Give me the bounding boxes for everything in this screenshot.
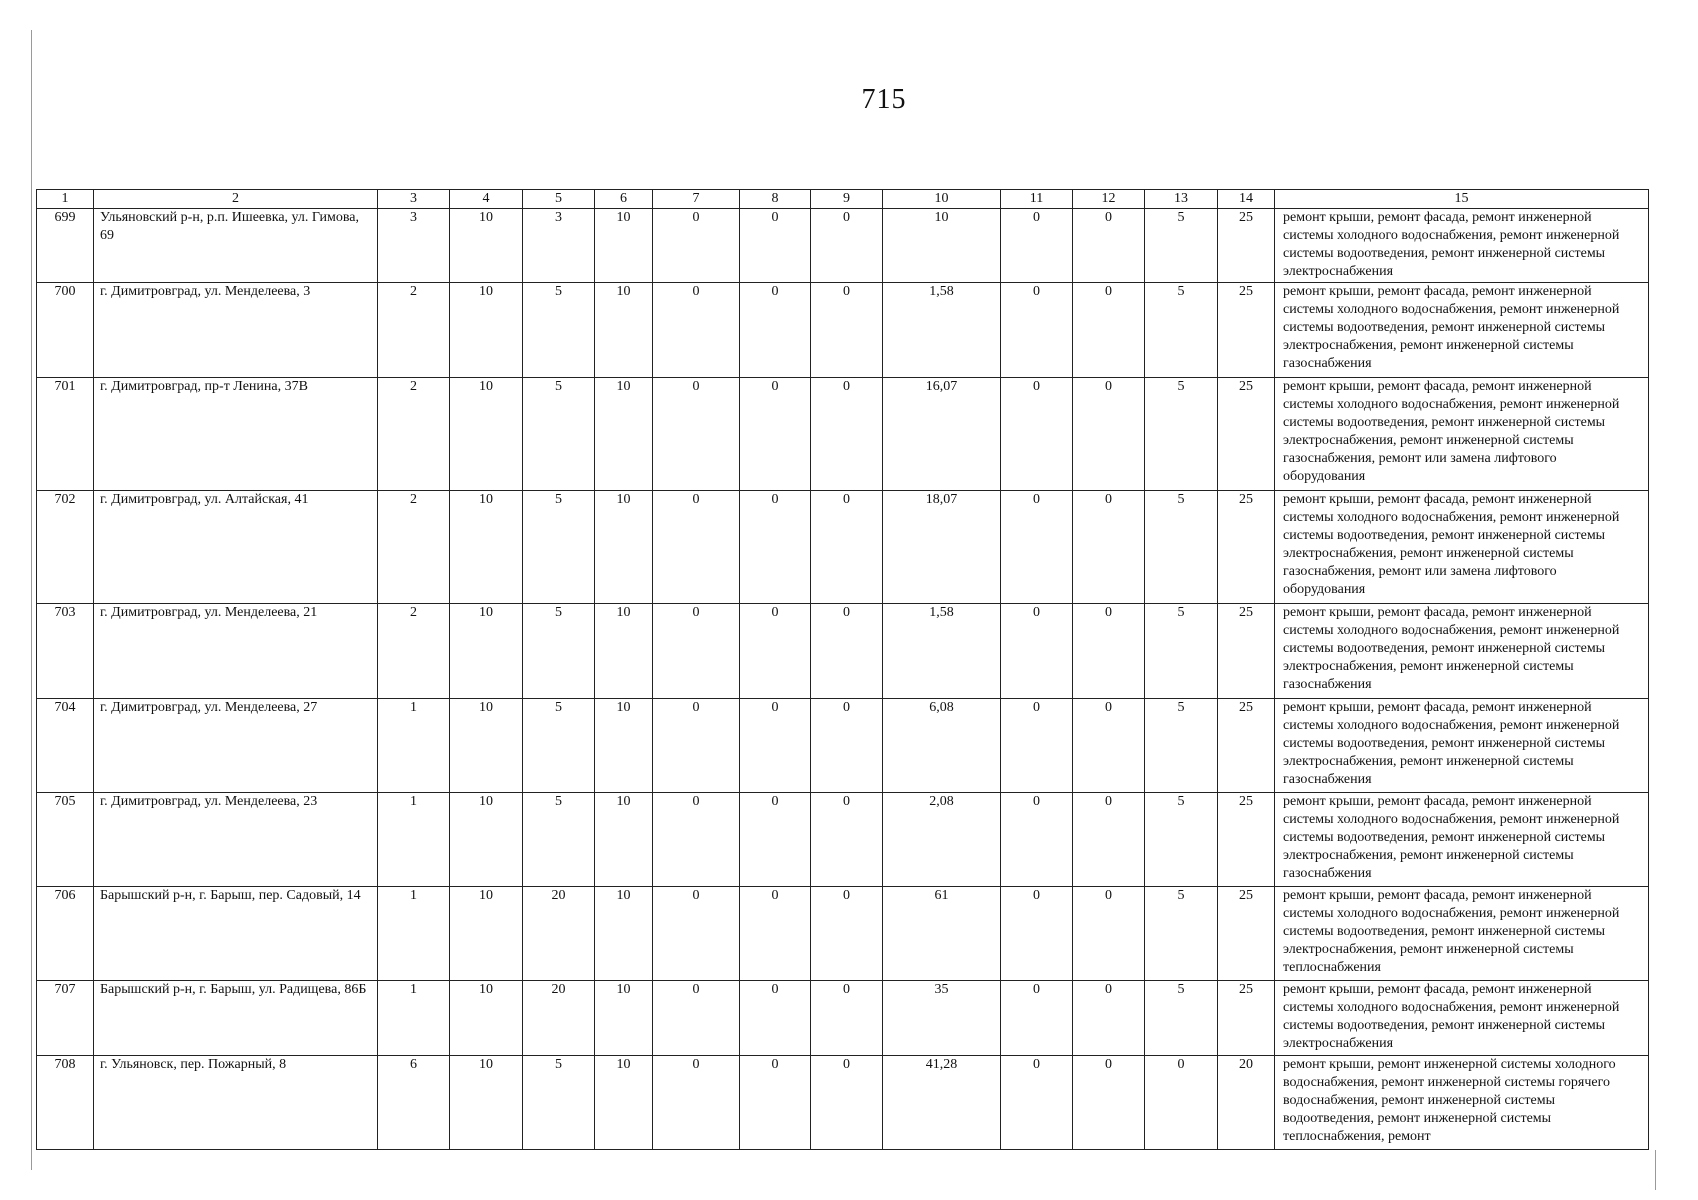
row-number-cell: 699 <box>37 209 94 283</box>
col-8-cell: 0 <box>740 604 811 699</box>
col-8-cell: 0 <box>740 887 811 981</box>
col-9-cell: 0 <box>811 981 883 1056</box>
col-6-cell: 10 <box>595 793 653 887</box>
col-3-cell: 6 <box>378 1056 450 1150</box>
col-11-cell: 0 <box>1001 491 1073 604</box>
table-row <box>37 491 1649 604</box>
col-3-cell: 1 <box>378 793 450 887</box>
col-14-cell: 25 <box>1218 793 1275 887</box>
col-9-cell: 0 <box>811 378 883 491</box>
col-7-cell: 0 <box>653 491 740 604</box>
col-6-cell: 10 <box>595 283 653 378</box>
col-12-cell: 0 <box>1073 699 1145 793</box>
col-7-cell: 0 <box>653 699 740 793</box>
address-cell: г. Димитровград, пр-т Ленина, 37В <box>94 378 378 491</box>
table-row <box>37 887 1649 981</box>
col-9-cell: 0 <box>811 1056 883 1150</box>
address-cell: г. Димитровград, ул. Алтайская, 41 <box>94 491 378 604</box>
col-6-cell: 10 <box>595 604 653 699</box>
col-4-cell: 10 <box>450 981 523 1056</box>
col-6-cell: 10 <box>595 981 653 1056</box>
col-9-cell: 0 <box>811 604 883 699</box>
column-number-row <box>37 190 1649 209</box>
col-12-cell: 0 <box>1073 378 1145 491</box>
table-row <box>37 604 1649 699</box>
address-cell: г. Димитровград, ул. Менделеева, 21 <box>94 604 378 699</box>
col-7-cell: 0 <box>653 793 740 887</box>
col-11-cell: 0 <box>1001 209 1073 283</box>
col-3-cell: 1 <box>378 887 450 981</box>
table-row <box>37 283 1649 378</box>
page-number: 715 <box>861 84 907 115</box>
header-cell: 7 <box>653 190 740 209</box>
row-number-cell: 700 <box>37 283 94 378</box>
col-8-cell: 0 <box>740 378 811 491</box>
col-14-cell: 25 <box>1218 283 1275 378</box>
address-cell: г. Димитровград, ул. Менделеева, 23 <box>94 793 378 887</box>
col-4-cell: 10 <box>450 699 523 793</box>
col-5-cell: 20 <box>523 887 595 981</box>
col-4-cell: 10 <box>450 491 523 604</box>
col-7-cell: 0 <box>653 378 740 491</box>
header-cell: 6 <box>595 190 653 209</box>
col-7-cell: 0 <box>653 1056 740 1150</box>
header-cell: 3 <box>378 190 450 209</box>
col-11-cell: 0 <box>1001 793 1073 887</box>
col-5-cell: 5 <box>523 378 595 491</box>
col-13-cell: 0 <box>1145 1056 1218 1150</box>
row-number-cell: 705 <box>37 793 94 887</box>
col-5-cell: 5 <box>523 1056 595 1150</box>
col-5-cell: 20 <box>523 981 595 1056</box>
row-number-cell: 703 <box>37 604 94 699</box>
row-number-cell: 701 <box>37 378 94 491</box>
col-3-cell: 1 <box>378 981 450 1056</box>
address-cell: Барышский р-н, г. Барыш, ул. Радищева, 86Б <box>94 981 378 1056</box>
col-8-cell: 0 <box>740 491 811 604</box>
table-row <box>37 981 1649 1056</box>
col-10-cell: 1,58 <box>883 604 1001 699</box>
col-8-cell: 0 <box>740 283 811 378</box>
col-5-cell: 3 <box>523 209 595 283</box>
col-12-cell: 0 <box>1073 887 1145 981</box>
header-cell: 9 <box>811 190 883 209</box>
col-7-cell: 0 <box>653 209 740 283</box>
col-10-cell: 41,28 <box>883 1056 1001 1150</box>
col-13-cell: 5 <box>1145 378 1218 491</box>
table-row <box>37 1056 1649 1150</box>
col-10-cell: 2,08 <box>883 793 1001 887</box>
col-8-cell: 0 <box>740 209 811 283</box>
work-list-cell: ремонт крыши, ремонт фасада, ремонт инженерной системы холодного водоснабжения, ремонт инженерной системы водоотведения, ремонт инженерной системы электроснабжения <box>1275 209 1649 283</box>
col-5-cell: 5 <box>523 793 595 887</box>
col-14-cell: 25 <box>1218 209 1275 283</box>
col-14-cell: 25 <box>1218 981 1275 1056</box>
col-13-cell: 5 <box>1145 699 1218 793</box>
work-list-cell: ремонт крыши, ремонт фасада, ремонт инженерной системы холодного водоснабжения, ремонт инженерной системы водоотведения, ремонт инженерной системы электроснабжения, ремонт инженерной системы газоснабжения <box>1275 699 1649 793</box>
col-12-cell: 0 <box>1073 604 1145 699</box>
col-6-cell: 10 <box>595 491 653 604</box>
col-5-cell: 5 <box>523 283 595 378</box>
col-8-cell: 0 <box>740 981 811 1056</box>
col-9-cell: 0 <box>811 209 883 283</box>
col-3-cell: 2 <box>378 283 450 378</box>
col-9-cell: 0 <box>811 283 883 378</box>
col-6-cell: 10 <box>595 887 653 981</box>
work-list-cell: ремонт крыши, ремонт фасада, ремонт инженерной системы холодного водоснабжения, ремонт инженерной системы водоотведения, ремонт инженерной системы электроснабжения, ремонт инженерной системы газоснабжения <box>1275 604 1649 699</box>
col-10-cell: 61 <box>883 887 1001 981</box>
table-row <box>37 378 1649 491</box>
col-12-cell: 0 <box>1073 981 1145 1056</box>
work-list-cell: ремонт крыши, ремонт фасада, ремонт инженерной системы холодного водоснабжения, ремонт инженерной системы водоотведения, ремонт инженерной системы электроснабжения, ремонт инженерной системы газоснабжения, ремонт или замена лифтового оборудования <box>1275 378 1649 491</box>
row-number-cell: 702 <box>37 491 94 604</box>
data-table <box>36 189 1649 1150</box>
col-11-cell: 0 <box>1001 699 1073 793</box>
row-number-cell: 707 <box>37 981 94 1056</box>
col-8-cell: 0 <box>740 699 811 793</box>
col-10-cell: 16,07 <box>883 378 1001 491</box>
row-number-cell: 706 <box>37 887 94 981</box>
col-13-cell: 5 <box>1145 209 1218 283</box>
header-cell: 5 <box>523 190 595 209</box>
col-4-cell: 10 <box>450 209 523 283</box>
col-7-cell: 0 <box>653 283 740 378</box>
col-11-cell: 0 <box>1001 887 1073 981</box>
table-row <box>37 699 1649 793</box>
header-cell: 11 <box>1001 190 1073 209</box>
col-6-cell: 10 <box>595 1056 653 1150</box>
col-11-cell: 0 <box>1001 378 1073 491</box>
col-9-cell: 0 <box>811 793 883 887</box>
col-10-cell: 1,58 <box>883 283 1001 378</box>
col-14-cell: 25 <box>1218 491 1275 604</box>
col-8-cell: 0 <box>740 793 811 887</box>
work-list-cell: ремонт крыши, ремонт фасада, ремонт инженерной системы холодного водоснабжения, ремонт инженерной системы водоотведения, ремонт инженерной системы электроснабжения <box>1275 981 1649 1056</box>
col-12-cell: 0 <box>1073 209 1145 283</box>
address-cell: г. Ульяновск, пер. Пожарный, 8 <box>94 1056 378 1150</box>
col-14-cell: 25 <box>1218 604 1275 699</box>
work-list-cell: ремонт крыши, ремонт фасада, ремонт инженерной системы холодного водоснабжения, ремонт инженерной системы водоотведения, ремонт инженерной системы электроснабжения, ремонт инженерной системы газоснабжения, ремонт или замена лифтового оборудования <box>1275 491 1649 604</box>
col-6-cell: 10 <box>595 699 653 793</box>
col-7-cell: 0 <box>653 981 740 1056</box>
col-5-cell: 5 <box>523 699 595 793</box>
row-number-cell: 704 <box>37 699 94 793</box>
col-9-cell: 0 <box>811 699 883 793</box>
col-4-cell: 10 <box>450 378 523 491</box>
col-12-cell: 0 <box>1073 491 1145 604</box>
header-cell: 14 <box>1218 190 1275 209</box>
address-cell: Ульяновский р-н, р.п. Ишеевка, ул. Гимова, 69 <box>94 209 378 283</box>
col-9-cell: 0 <box>811 887 883 981</box>
header-cell: 8 <box>740 190 811 209</box>
col-11-cell: 0 <box>1001 604 1073 699</box>
col-3-cell: 3 <box>378 209 450 283</box>
work-list-cell: ремонт крыши, ремонт фасада, ремонт инженерной системы холодного водоснабжения, ремонт инженерной системы водоотведения, ремонт инженерной системы электроснабжения, ремонт инженерной системы теплоснабжения <box>1275 887 1649 981</box>
work-list-cell: ремонт крыши, ремонт инженерной системы холодного водоснабжения, ремонт инженерной системы горячего водоснабжения, ремонт инженерной системы водоотведения, ремонт инженерной системы теплоснабжения, ремонт <box>1275 1056 1649 1150</box>
col-12-cell: 0 <box>1073 1056 1145 1150</box>
header-cell: 10 <box>883 190 1001 209</box>
row-number-cell: 708 <box>37 1056 94 1150</box>
col-14-cell: 20 <box>1218 1056 1275 1150</box>
scan-edge-mark <box>1655 1150 1656 1190</box>
col-6-cell: 10 <box>595 209 653 283</box>
col-13-cell: 5 <box>1145 491 1218 604</box>
col-10-cell: 6,08 <box>883 699 1001 793</box>
col-13-cell: 5 <box>1145 604 1218 699</box>
table-row <box>37 209 1649 283</box>
address-cell: Барышский р-н, г. Барыш, пер. Садовый, 14 <box>94 887 378 981</box>
col-3-cell: 2 <box>378 491 450 604</box>
header-cell: 15 <box>1275 190 1649 209</box>
col-7-cell: 0 <box>653 887 740 981</box>
col-14-cell: 25 <box>1218 378 1275 491</box>
col-10-cell: 18,07 <box>883 491 1001 604</box>
col-4-cell: 10 <box>450 793 523 887</box>
col-14-cell: 25 <box>1218 887 1275 981</box>
col-8-cell: 0 <box>740 1056 811 1150</box>
work-list-cell: ремонт крыши, ремонт фасада, ремонт инженерной системы холодного водоснабжения, ремонт инженерной системы водоотведения, ремонт инженерной системы электроснабжения, ремонт инженерной системы газоснабжения <box>1275 793 1649 887</box>
table-body <box>37 190 1649 1150</box>
col-13-cell: 5 <box>1145 283 1218 378</box>
header-cell: 2 <box>94 190 378 209</box>
col-7-cell: 0 <box>653 604 740 699</box>
col-11-cell: 0 <box>1001 1056 1073 1150</box>
col-10-cell: 10 <box>883 209 1001 283</box>
header-cell: 13 <box>1145 190 1218 209</box>
col-12-cell: 0 <box>1073 793 1145 887</box>
col-3-cell: 1 <box>378 699 450 793</box>
header-cell: 4 <box>450 190 523 209</box>
col-13-cell: 5 <box>1145 981 1218 1056</box>
table-row <box>37 793 1649 887</box>
col-4-cell: 10 <box>450 887 523 981</box>
col-4-cell: 10 <box>450 283 523 378</box>
col-11-cell: 0 <box>1001 283 1073 378</box>
col-10-cell: 35 <box>883 981 1001 1056</box>
address-cell: г. Димитровград, ул. Менделеева, 3 <box>94 283 378 378</box>
col-3-cell: 2 <box>378 604 450 699</box>
address-cell: г. Димитровград, ул. Менделеева, 27 <box>94 699 378 793</box>
col-11-cell: 0 <box>1001 981 1073 1056</box>
col-4-cell: 10 <box>450 604 523 699</box>
header-cell: 12 <box>1073 190 1145 209</box>
col-9-cell: 0 <box>811 491 883 604</box>
col-12-cell: 0 <box>1073 283 1145 378</box>
left-margin-line <box>31 30 32 1170</box>
work-list-cell: ремонт крыши, ремонт фасада, ремонт инженерной системы холодного водоснабжения, ремонт инженерной системы водоотведения, ремонт инженерной системы электроснабжения, ремонт инженерной системы газоснабжения <box>1275 283 1649 378</box>
col-5-cell: 5 <box>523 604 595 699</box>
col-6-cell: 10 <box>595 378 653 491</box>
col-5-cell: 5 <box>523 491 595 604</box>
header-cell: 1 <box>37 190 94 209</box>
col-13-cell: 5 <box>1145 793 1218 887</box>
col-13-cell: 5 <box>1145 887 1218 981</box>
col-4-cell: 10 <box>450 1056 523 1150</box>
col-3-cell: 2 <box>378 378 450 491</box>
col-14-cell: 25 <box>1218 699 1275 793</box>
